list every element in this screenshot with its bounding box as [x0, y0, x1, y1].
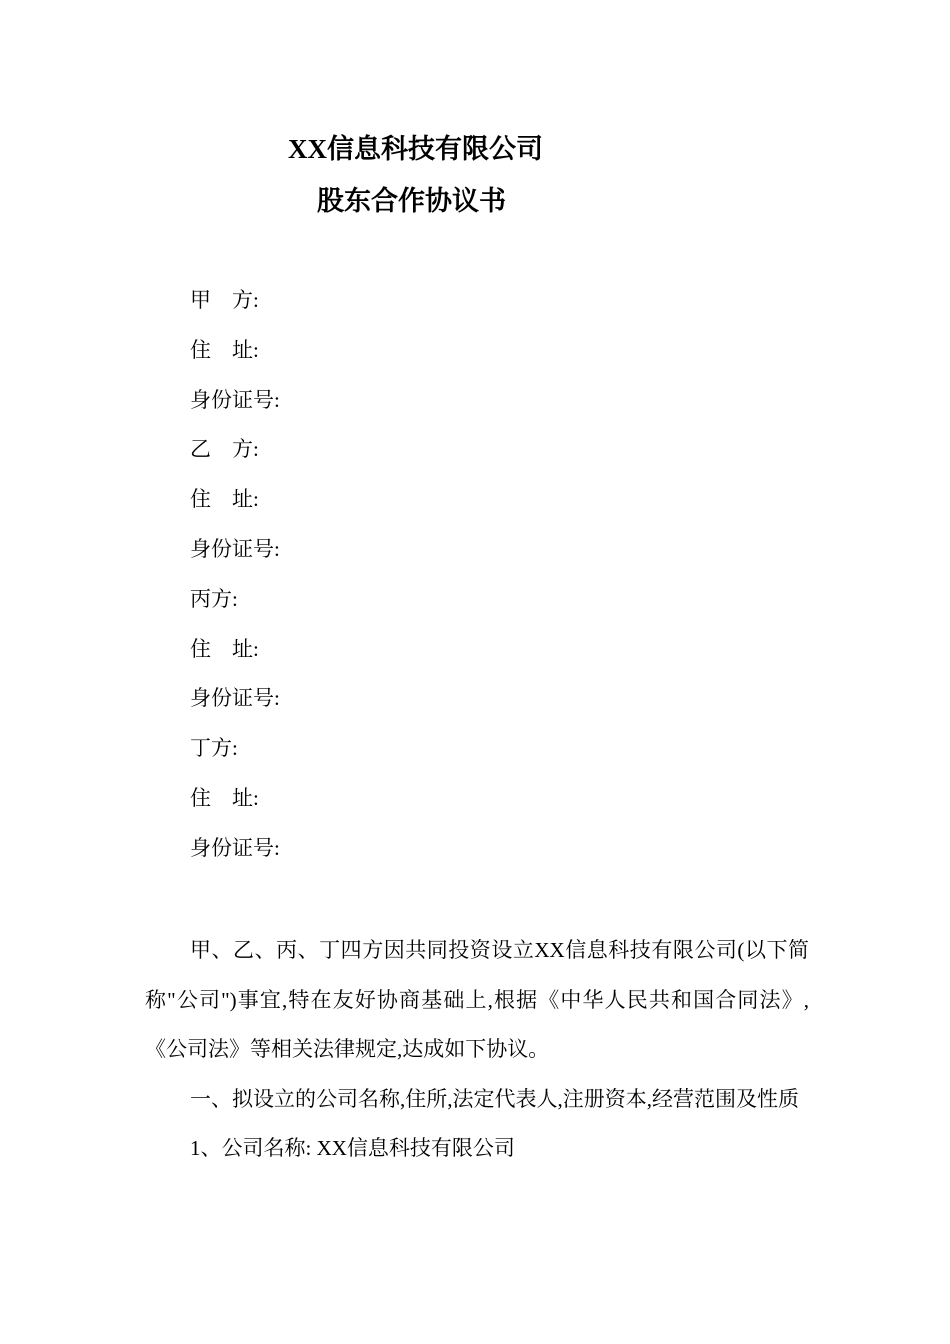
- party-d-address: 住 址:: [190, 785, 259, 810]
- party-b-name: 乙 方:: [190, 437, 259, 462]
- party-c-address: 住 址:: [190, 636, 259, 661]
- party-c-id-number: 身份证号:: [190, 686, 280, 711]
- party-b-id-number: 身份证号:: [190, 536, 280, 561]
- party-a-name: 甲 方:: [190, 288, 259, 312]
- section-1-heading: 一、拟设立的公司名称,住所,法定代表人,注册资本,经营范围及性质: [190, 1086, 799, 1111]
- intro-paragraph: 甲、乙、丙、丁四方因共同投资设立XX信息科技有限公司(以下简称"公司")事宜,特在友好协商基础上,根据《中华人民共和国合同法》,《公司法》等相关法律规定,达成如下协议。: [145, 938, 809, 1062]
- party-d-name: 丁方:: [190, 736, 238, 761]
- party-b-address: 住 址:: [190, 487, 259, 512]
- party-a-address: 住 址:: [190, 337, 259, 362]
- company-title: XX信息科技有限公司: [288, 134, 543, 164]
- item-1-company-name: 1、公司名称: XX信息科技有限公司: [190, 1136, 515, 1161]
- party-info-list: [190, 282, 280, 880]
- party-d-id-number: 身份证号:: [190, 835, 280, 860]
- agreement-title: 股东合作协议书: [317, 186, 506, 216]
- agreement-body: [145, 926, 809, 1174]
- party-c-name: 丙方:: [190, 586, 238, 611]
- party-a-id-number: 身份证号:: [190, 387, 280, 412]
